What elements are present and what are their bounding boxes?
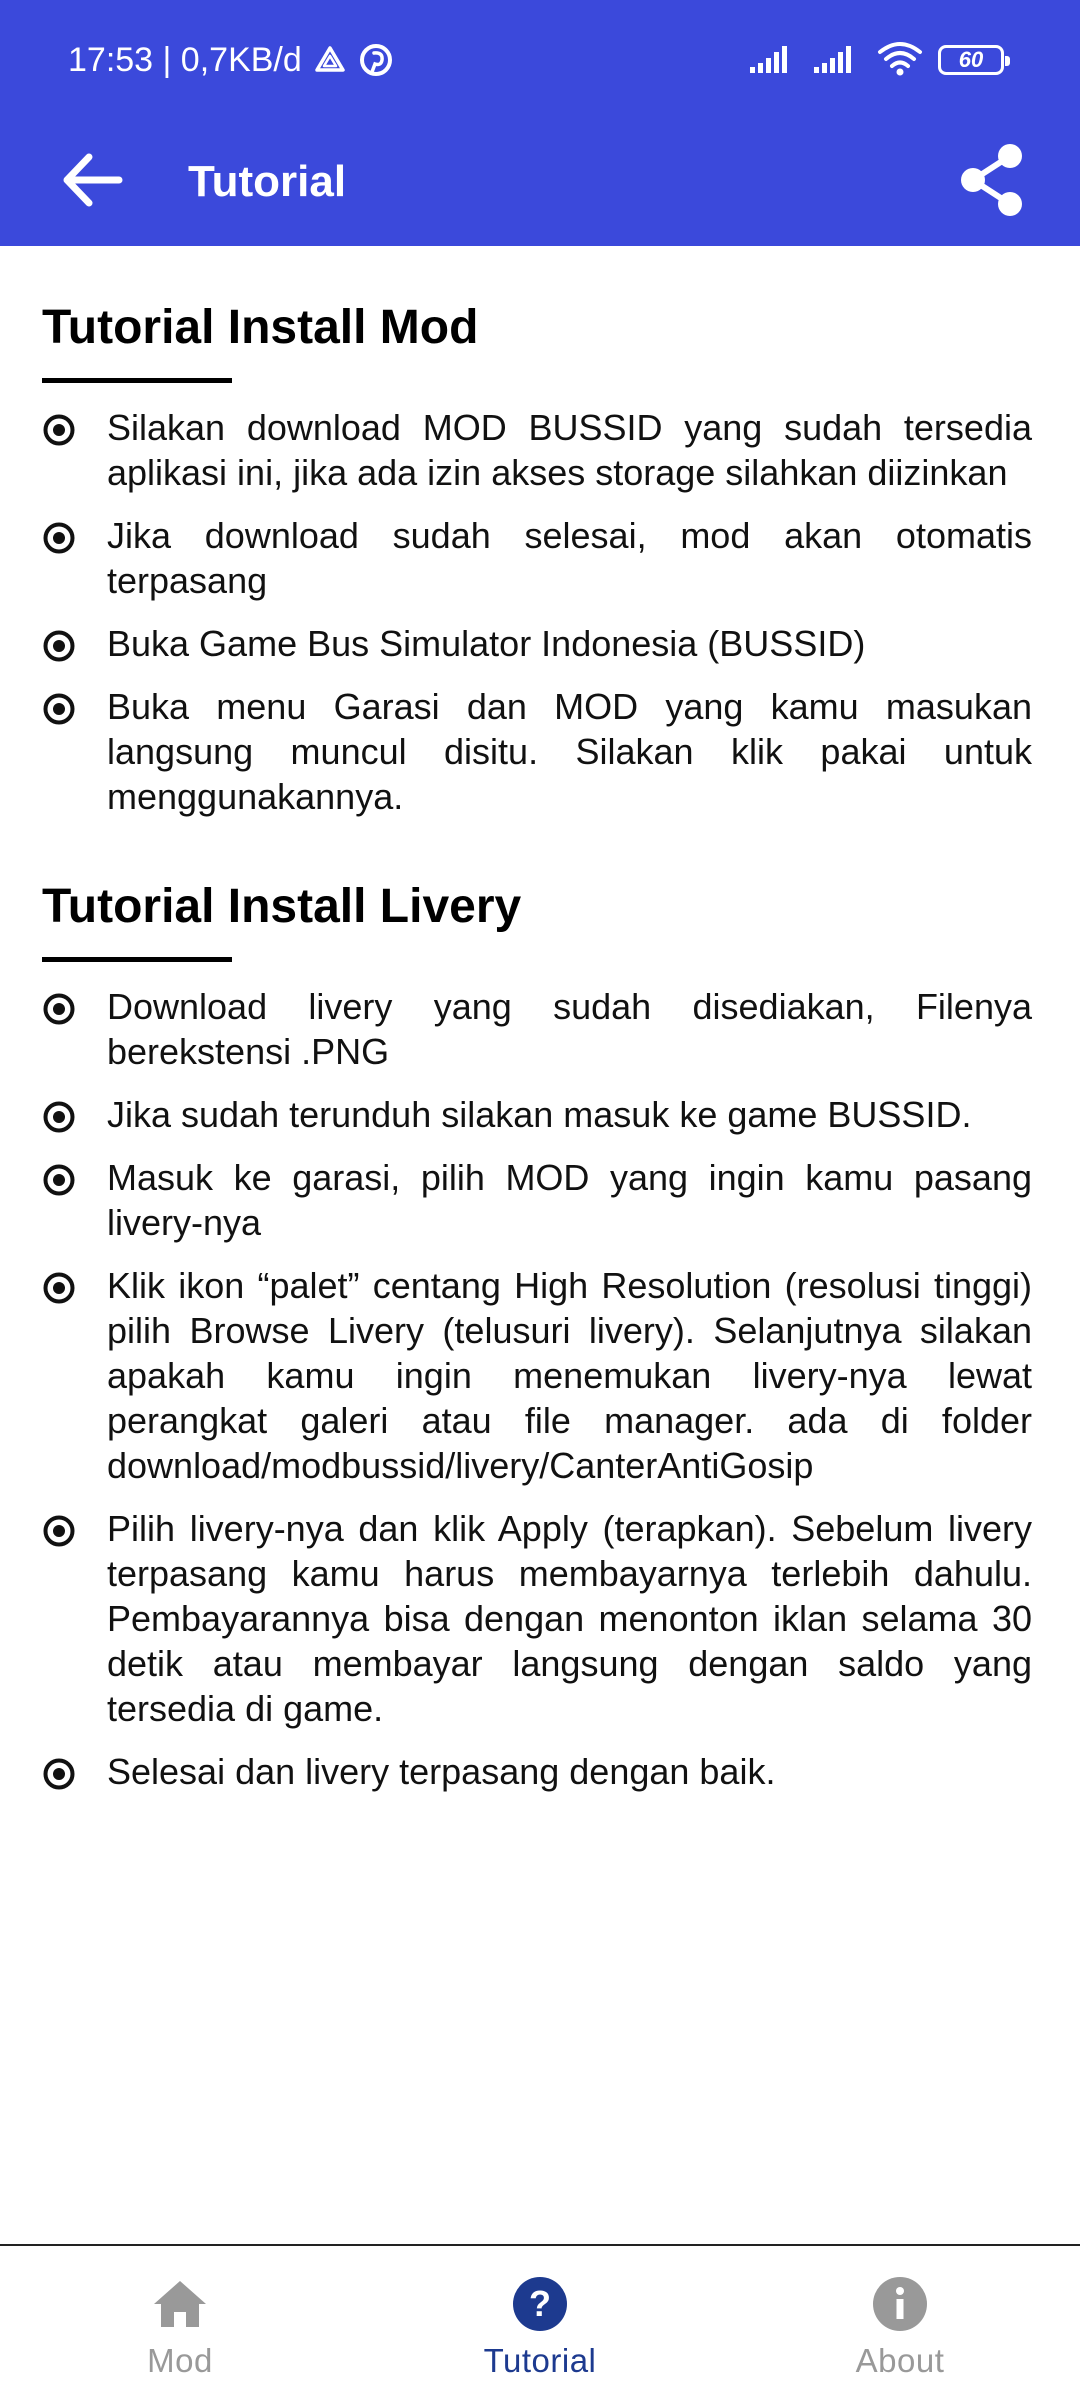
step-text: Selesai dan livery terpasang dengan baik.: [107, 1751, 776, 1792]
bottom-navigation: [0, 2244, 1080, 2402]
nav-item-about[interactable]: [720, 2246, 1080, 2402]
svg-text:?: ?: [529, 2283, 551, 2324]
step-text: Silakan download MOD BUSSID yang sudah tersedia aplikasi ini, jika ada izin akses storage silahkan diizinkan: [107, 407, 1032, 493]
app-bar: [0, 0, 1080, 246]
drive-notification-icon: [312, 42, 348, 78]
list-item: [42, 1506, 1032, 1731]
list-item: [42, 405, 1032, 495]
radio-bullet-icon: [42, 1271, 76, 1305]
battery-icon: 60: [938, 45, 1004, 75]
step-text: Pilih livery-nya dan klik Apply (terapkan). Sebelum livery terpasang kamu harus membayarnya terlebih dahulu. Pembayarannya bisa dengan menonton iklan selama 30 detik atau membayar langsung dengan saldo yang tersedia di game.: [107, 1508, 1032, 1729]
signal-icon-2: [812, 41, 862, 80]
step-text: Masuk ke garasi, pilih MOD yang ingin kamu pasang livery-nya: [107, 1157, 1032, 1243]
nav-label-tutorial: Tutorial: [483, 2342, 597, 2379]
radio-bullet-icon: [42, 992, 76, 1026]
list-item: [42, 1263, 1032, 1488]
info-icon: [870, 2274, 930, 2334]
nav-item-tutorial[interactable]: [360, 2246, 720, 2402]
list-item: [42, 1092, 1032, 1137]
mod-steps-list: [42, 405, 1032, 819]
radio-bullet-icon: [42, 413, 76, 447]
toolbar: [0, 118, 1080, 246]
signal-icon-1: [748, 41, 798, 80]
radio-bullet-icon: [42, 692, 76, 726]
radio-bullet-icon: [42, 1100, 76, 1134]
list-item: [42, 1155, 1032, 1245]
share-icon: [956, 142, 1028, 223]
step-text: Jika download sudah selesai, mod akan otomatis terpasang: [107, 515, 1032, 601]
section-title-mod: Tutorial Install Mod: [42, 301, 479, 354]
status-right: [748, 36, 1004, 84]
arrow-back-icon: [57, 145, 127, 220]
step-text: Klik ikon “palet” centang High Resolution (resolusi tinggi) pilih Browse Livery (telusuri livery). Selanjutnya silakan apakah kamu ingin menemukan livery-nya lewat perangkat galeri atau file manager. ada di folder download/modbussid/livery/CanterAntiGosip: [107, 1265, 1032, 1486]
status-bar: [0, 0, 1080, 118]
pinterest-notification-icon: [358, 42, 394, 78]
back-button[interactable]: [48, 138, 136, 226]
list-item: [42, 513, 1032, 603]
wifi-icon: [876, 40, 924, 81]
list-item: [42, 1749, 1032, 1794]
status-left: [68, 36, 394, 84]
section-underline: [42, 957, 232, 962]
step-text: Buka menu Garasi dan MOD yang kamu masukan langsung muncul disitu. Silakan klik pakai untuk menggunakannya.: [107, 686, 1032, 817]
section-underline: [42, 378, 232, 383]
livery-steps-list: [42, 984, 1032, 1794]
section-title-livery: Tutorial Install Livery: [42, 880, 522, 933]
step-text: Download livery yang sudah disediakan, Filenya berekstensi .PNG: [107, 986, 1032, 1072]
nav-label-mod: Mod: [147, 2342, 213, 2379]
help-icon: [510, 2274, 570, 2334]
step-text: Buka Game Bus Simulator Indonesia (BUSSID): [107, 623, 866, 664]
list-item: [42, 621, 1032, 666]
status-time-speed: 17:53 | 0,7KB/d: [68, 40, 302, 79]
page-title: Tutorial: [188, 157, 347, 206]
list-item: [42, 984, 1032, 1074]
tutorial-content: [42, 246, 1032, 1812]
radio-bullet-icon: [42, 521, 76, 555]
share-button[interactable]: [948, 138, 1036, 226]
nav-label-about: About: [855, 2342, 945, 2379]
radio-bullet-icon: [42, 1757, 76, 1791]
list-item: [42, 684, 1032, 819]
step-text: Jika sudah terunduh silakan masuk ke game BUSSID.: [107, 1094, 972, 1135]
radio-bullet-icon: [42, 1163, 76, 1197]
nav-item-mod[interactable]: [0, 2246, 360, 2402]
radio-bullet-icon: [42, 1514, 76, 1548]
home-icon: [150, 2274, 210, 2334]
radio-bullet-icon: [42, 629, 76, 663]
